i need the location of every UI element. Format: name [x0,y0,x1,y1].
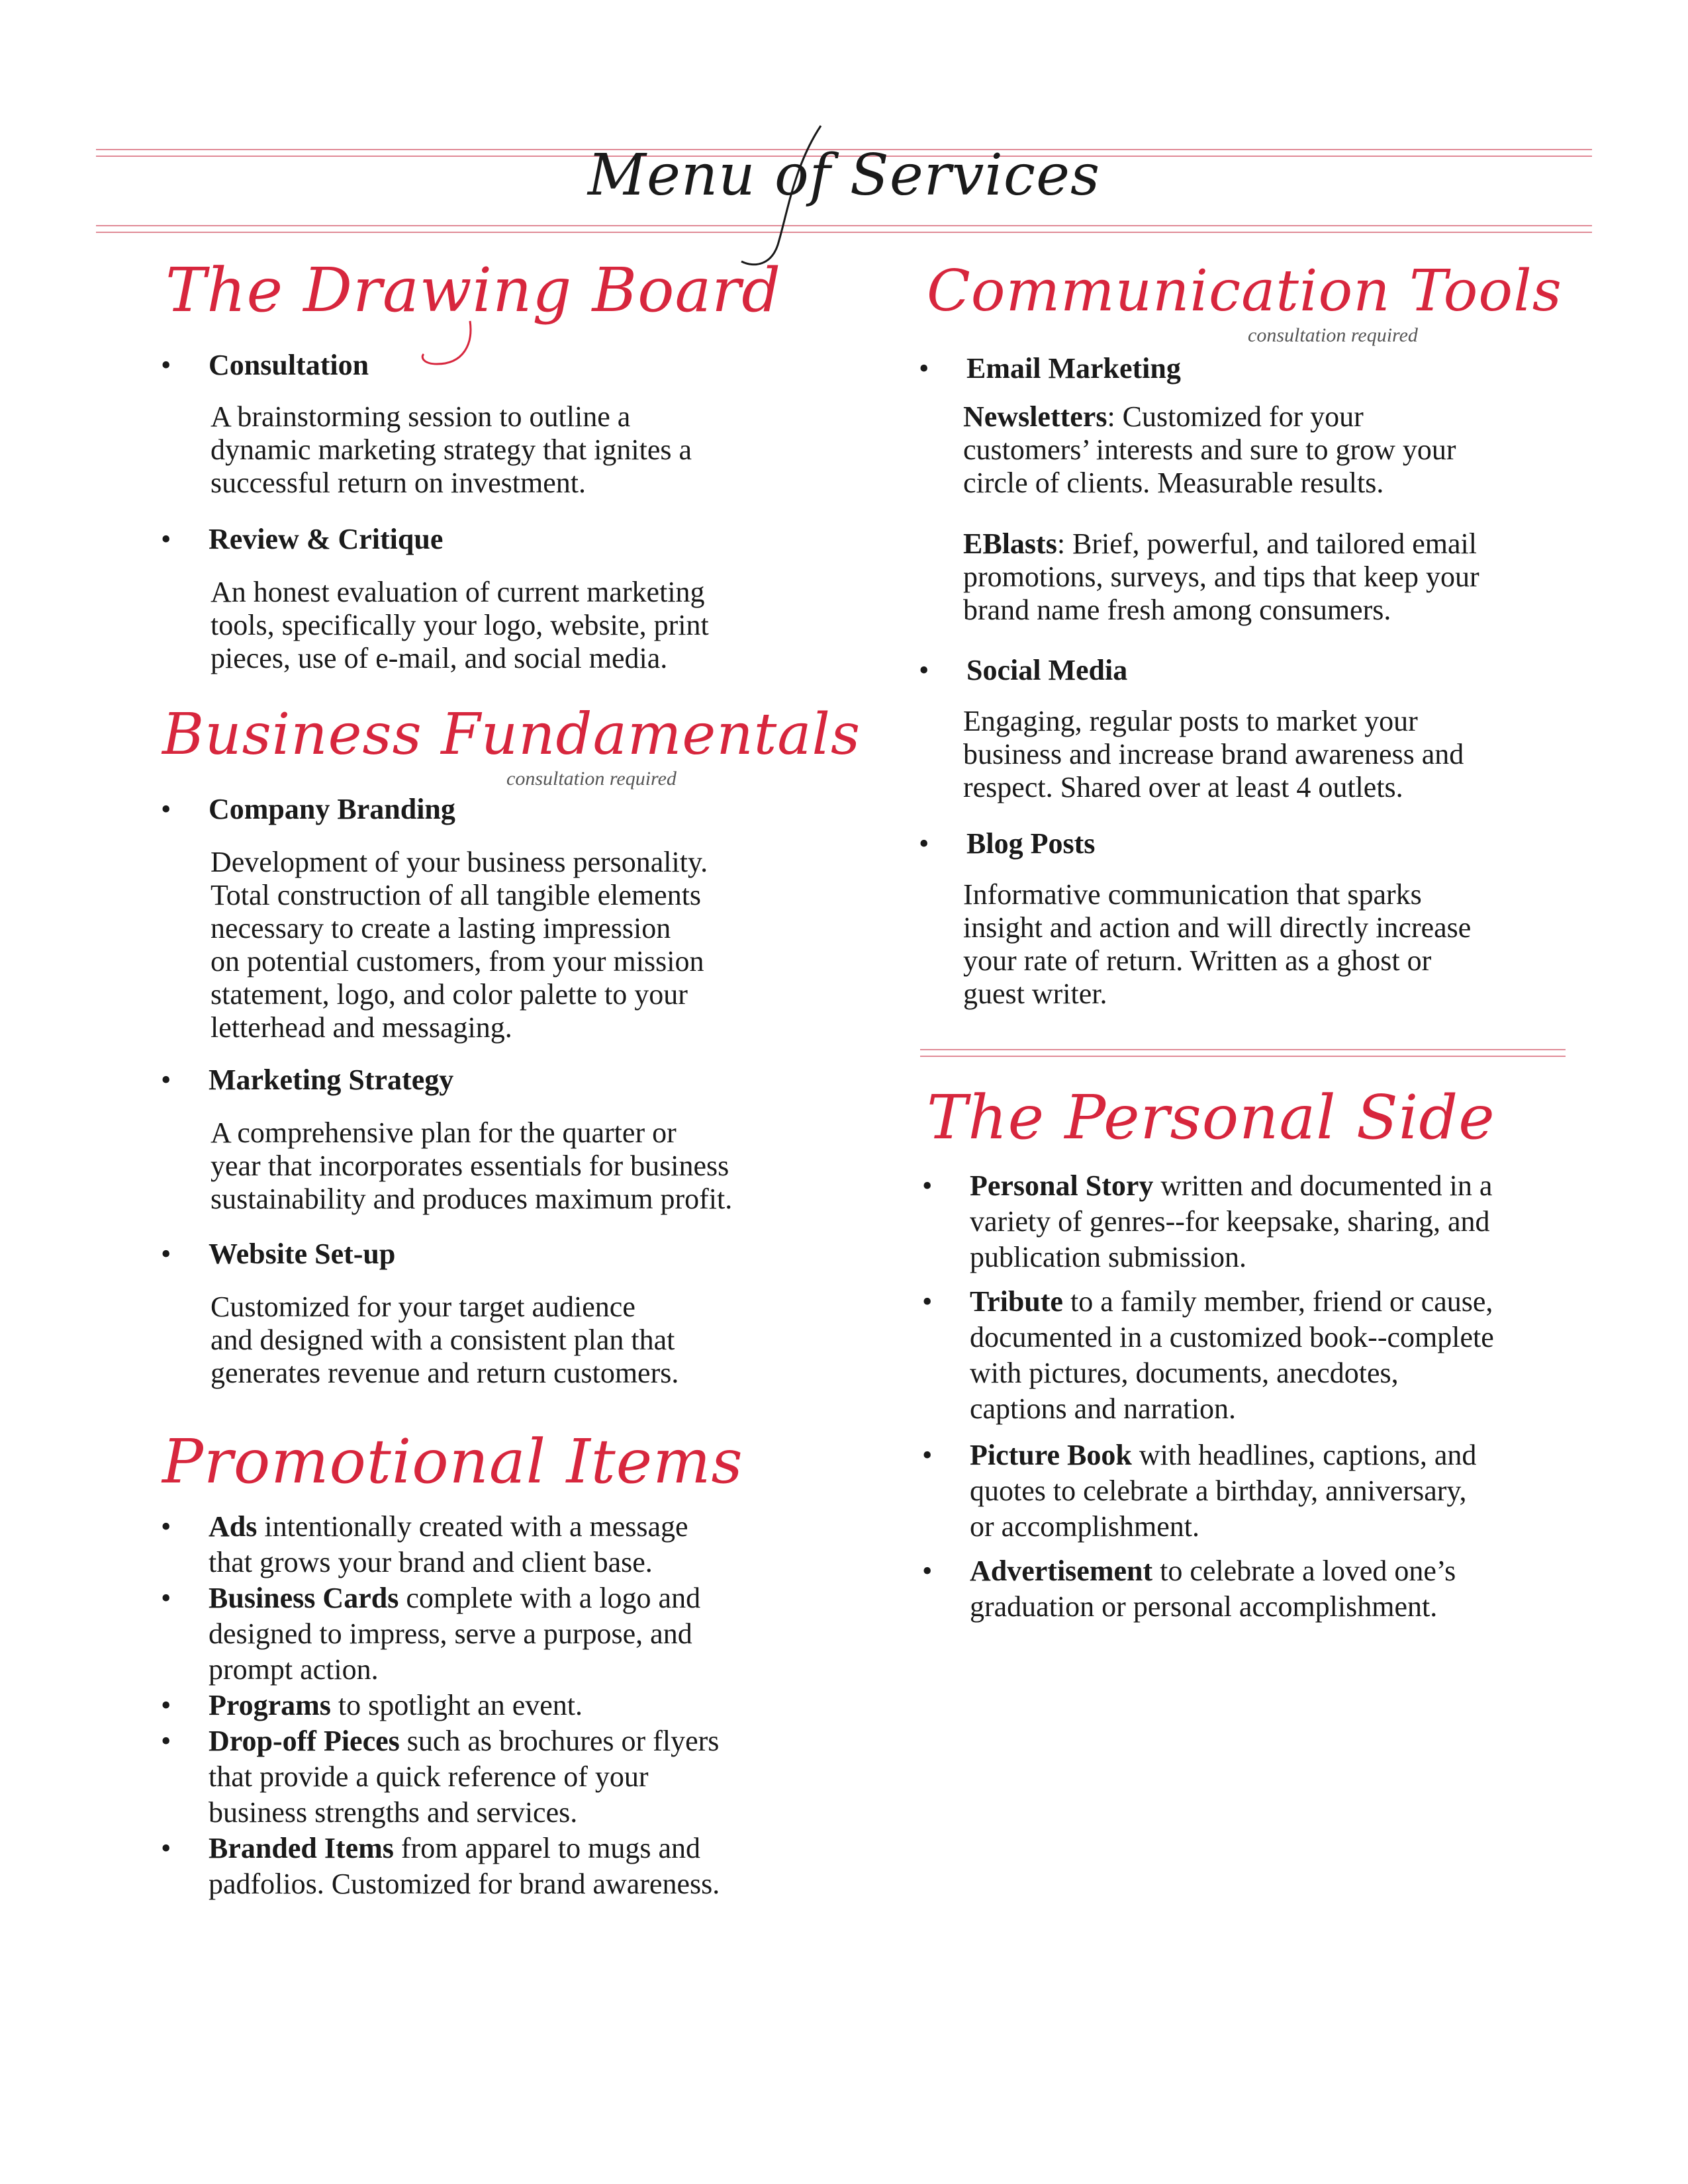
heading-swash-drawing-board [410,318,490,377]
section-divider-1 [920,1049,1566,1050]
item-review-critique: • Review & Critique [161,523,444,555]
bullet-icon: • [161,1689,171,1721]
desc-consultation: A brainstorming session to outline a dynamic marketing strategy that ignites a successful return on investment. [211,400,692,499]
bullet-icon: • [161,1510,171,1543]
bullet-icon: • [922,1169,933,1202]
item-social-media: • Social Media [919,654,1128,686]
section-divider-2 [920,1056,1566,1057]
heading-communication-tools: Communication Tools [927,258,1562,324]
heading-drawing-board: The Drawing Board [165,255,782,326]
bullet-icon: • [919,654,929,686]
desc-company-branding: Development of your business personality. Total construction of all tangible elements necessary to create a lasting impression on potential customers, from your mission statement, logo, and color palette to your letterhead and messaging. [211,846,708,1044]
heading-personal-side: The Personal Side [927,1082,1495,1153]
page-title: Menu of Services [587,142,1101,208]
list-item-business-cards: • Business Cards complete with a logo and designed to impress, serve a purpose, and prompt action. [161,1582,701,1686]
list-item-personal-story: • Personal Story written and documented in a variety of genres--for keepsake, sharing, and publication submission. [922,1169,1493,1273]
heading-business-fundamentals: Business Fundamentals [162,702,861,768]
bullet-icon: • [161,793,171,825]
bullet-icon: • [161,1832,171,1864]
list-item-branded-items: • Branded Items from apparel to mugs and padfolios. Customized for brand awareness. [161,1832,720,1900]
bullet-icon: • [922,1439,933,1471]
item-email-marketing: • Email Marketing [919,352,1181,385]
item-marketing-strategy: • Marketing Strategy [161,1064,454,1096]
item-consultation: • Consultation [161,349,369,381]
heading-promotional-items: Promotional Items [162,1426,743,1497]
desc-website-setup: Customized for your target audience and designed with a consistent plan that generates revenue and return customers. [211,1291,679,1389]
bullet-icon: • [161,1064,171,1096]
desc-blog-posts: Informative communication that sparks insight and action and will directly increase your rate of return. Written as a ghost or guest writer. [963,878,1472,1010]
desc-eblasts: EBlasts: Brief, powerful, and tailored email promotions, surveys, and tips that keep your brand name fresh among consumers. [963,527,1479,626]
list-item-programs: • Programs to spotlight an event. [209,1688,583,1723]
bullet-icon: • [161,1582,171,1614]
list-item-picture-book: • Picture Book with headlines, captions, and quotes to celebrate a birthday, anniversary, or accomplishment. [922,1439,1477,1543]
bullet-icon: • [161,349,171,381]
bullet-icon: • [922,1555,933,1587]
desc-social-media: Engaging, regular posts to market your business and increase brand awareness and respect. Shared over at least 4 outlets. [963,705,1464,803]
list-item-advertisement: • Advertisement to celebrate a loved one’s graduation or personal accomplishment. [922,1555,1456,1623]
bullet-icon: • [161,1238,171,1270]
list-item-drop-off-pieces: • Drop-off Pieces such as brochures or flyers that provide a quick reference of your business strengths and services. [161,1725,720,1829]
desc-newsletters: Newsletters: Customized for your customers’ interests and sure to grow your circle of clients. Measurable results. [963,400,1456,499]
bullet-icon: • [919,352,929,385]
item-website-setup: • Website Set-up [161,1238,396,1270]
list-item-ads: • Ads intentionally created with a message that grows your brand and client base. [161,1510,688,1578]
note-consultation-required: consultation required [1248,324,1418,346]
desc-marketing-strategy: A comprehensive plan for the quarter or year that incorporates essentials for business sustainability and produces maximum profit. [211,1116,733,1215]
bullet-icon: • [922,1285,933,1318]
item-company-branding: • Company Branding [161,793,455,825]
bullet-icon: • [161,1725,171,1757]
bullet-icon: • [161,523,171,555]
item-blog-posts: • Blog Posts [919,827,1096,860]
desc-review-critique: An honest evaluation of current marketing tools, specifically your logo, website, print pieces, use of e-mail, and social media. [211,576,709,674]
list-item-tribute: • Tribute to a family member, friend or cause, documented in a customized book--complete with pictures, documents, anecdotes, captions and narration. [922,1285,1494,1425]
bullet-icon: • [919,827,929,860]
note-consultation-required: consultation required [506,768,677,790]
